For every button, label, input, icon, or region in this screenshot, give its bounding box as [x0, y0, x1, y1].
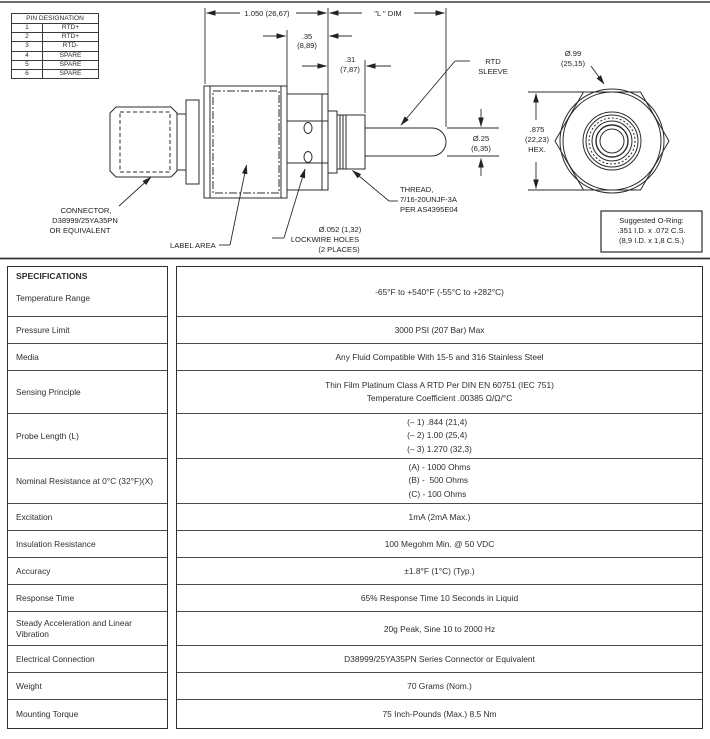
spec-value: -65°F to +540°F (-55°C to +282°C): [375, 286, 504, 297]
dim-25-text: Ø.25: [472, 134, 490, 143]
spec-values-column: [176, 266, 703, 729]
oring-note-2: .351 I.D. x .072 C.S.: [617, 226, 686, 235]
dim-35-mm-text: (8,89): [297, 41, 317, 50]
spec-value: Thin Film Platinum Class A RTD Per DIN EN 60751 (IEC 751) Temperature Coefficient .00385 Ω/Ω/°C: [325, 379, 554, 403]
dim-99-text: Ø.99: [564, 49, 582, 58]
lockwire-label-2: LOCKWIRE HOLES: [290, 235, 360, 244]
spec-value: ±1.8°F (1°C) (Typ.): [404, 566, 475, 576]
spec-row-value: [177, 531, 702, 558]
connector-label-3: OR EQUIVALENT: [49, 226, 111, 235]
spec-row-value: [177, 414, 702, 459]
pin-number: 3: [12, 42, 43, 50]
spec-row-value: [177, 504, 702, 531]
label-area-label: LABEL AREA: [170, 241, 216, 250]
rtd-sleeve-label-2: SLEEVE: [478, 67, 508, 76]
drawing-canvas: [0, 0, 710, 262]
thread-label-1: THREAD,: [400, 185, 434, 194]
spec-label: Probe Length (L): [16, 431, 79, 441]
lockwire-hole-upper: [304, 123, 312, 134]
pin-number: 2: [12, 33, 43, 41]
spec-table-title: SPECIFICATIONS: [16, 271, 88, 281]
connector-label-1: CONNECTOR,: [60, 206, 112, 215]
dim-35-text: .35: [301, 32, 313, 41]
spec-row-value: [177, 267, 702, 317]
pin-signal: RTD-: [62, 42, 79, 50]
spec-label: Weight: [16, 681, 42, 691]
spec-row-label: [8, 414, 167, 459]
spec-row-value: [177, 459, 702, 504]
spec-row-label: [8, 371, 167, 414]
pin-table-title: PIN DESIGNATION: [12, 14, 98, 24]
pin-signal: RTD+: [61, 33, 80, 41]
spec-row-value: [177, 585, 702, 612]
spec-row-value: [177, 344, 702, 371]
pin-row: [12, 69, 98, 78]
spec-row-label: [8, 700, 167, 728]
thread-label-2: 7/16-20UNJF-3A: [400, 195, 457, 204]
pin-row: [12, 60, 98, 69]
spec-label: Response Time: [16, 593, 75, 603]
probe-sleeve: [365, 128, 446, 156]
spec-row-label: [8, 646, 167, 673]
spec-label: Nominal Resistance at 0°C (32°F)(X): [16, 476, 154, 486]
spec-value: (A) - 1000 Ohms (B) - 500 Ohms (C) - 100 Ohms: [408, 462, 471, 499]
spec-row-value: [177, 673, 702, 700]
pin-signal: SPARE: [59, 60, 82, 68]
lockwire-label-1: Ø.052 (1,32): [318, 225, 362, 234]
leader-connector: [119, 177, 151, 206]
spec-row-label: [8, 459, 167, 504]
technical-drawing: [0, 0, 710, 262]
spec-row-value: [177, 700, 702, 728]
spec-label: Mounting Torque: [16, 709, 79, 719]
spec-row-label: [8, 504, 167, 531]
label-area-outline: [213, 91, 279, 193]
pin-number: 5: [12, 61, 43, 69]
spec-row-value: [177, 612, 702, 646]
pin-row: [12, 41, 98, 50]
spec-row-label: [8, 344, 167, 371]
leader-d99: [591, 66, 604, 84]
connector-shell: [110, 107, 177, 177]
spec-row-value: [177, 317, 702, 344]
dim-31-mm-text: (7,87): [340, 65, 360, 74]
connector-label-2: D38999/25YA35PN: [52, 216, 118, 225]
spec-label: Media: [16, 352, 39, 362]
pin-designation-table: [11, 13, 99, 79]
dim-31-text: .31: [344, 55, 356, 64]
spec-value: D38999/25YA35PN Series Connector or Equivalent: [344, 654, 535, 664]
pin-signal: SPARE: [59, 51, 82, 59]
spec-row-label: [8, 673, 167, 700]
spec-row-value: [177, 558, 702, 585]
oring-note-3: (8,9 I.D. x 1,8 C.S.): [619, 236, 684, 245]
spec-label: Pressure Limit: [16, 325, 70, 335]
spec-label: Temperature Range: [16, 293, 91, 303]
dim-875-hex-text: HEX.: [528, 145, 546, 154]
oring-note-box: [601, 211, 702, 252]
pin-row: [12, 24, 98, 32]
spec-row-label: [8, 585, 167, 612]
spec-value: 3000 PSI (207 Bar) Max: [394, 325, 485, 335]
spec-row-value: [177, 371, 702, 414]
pin-signal: RTD+: [61, 24, 80, 31]
pin-number: 1: [12, 24, 43, 32]
spec-label: Sensing Principle: [16, 387, 81, 397]
spec-label: Accuracy: [16, 566, 51, 576]
spec-row-value: [177, 646, 702, 673]
spec-value: 1mA (2mA Max.): [408, 512, 471, 522]
body-housing: [204, 86, 287, 198]
leader-rtd-sleeve: [401, 61, 470, 125]
spec-value: 65% Response Time 10 Seconds in Liquid: [360, 593, 519, 603]
spec-value: 75 Inch-Pounds (Max.) 8.5 Nm: [382, 709, 497, 719]
dim-25-mm-text: (6,35): [471, 144, 491, 153]
leader-label-area: [219, 165, 247, 245]
spec-row-label: [8, 531, 167, 558]
spec-label: Excitation: [16, 512, 53, 522]
thread-label-3: PER AS4395E04: [400, 205, 458, 214]
hex-outline: [555, 92, 669, 190]
spec-label: Steady Acceleration and Linear Vibration: [16, 617, 132, 639]
pin-row: [12, 51, 98, 60]
lockwire-hole-lower: [304, 152, 312, 163]
probe-side-view: [110, 86, 446, 198]
leader-thread: [353, 171, 399, 202]
thread-step: [328, 111, 337, 173]
spec-value: 100 Megohm Min. @ 50 VDC: [384, 539, 495, 549]
spec-value: Any Fluid Compatible With 15-5 and 316 Stainless Steel: [335, 352, 544, 362]
spec-row-label: [8, 612, 167, 646]
spec-label: Electrical Connection: [16, 654, 95, 664]
dim-L-text: "L " DIM: [374, 9, 402, 18]
dim-875-text: .875: [529, 125, 545, 134]
rtd-sleeve-label-1: RTD: [485, 57, 501, 66]
connector-ring-small: [177, 114, 186, 170]
dim-99-mm-text: (25,15): [560, 59, 586, 68]
thread-section: [337, 115, 365, 169]
spec-value: (– 1) .844 (21,4) (– 2) 1.00 (25,4) (– 3) 1.270 (32,3): [407, 417, 472, 454]
leader-lockwire: [272, 169, 305, 238]
spec-label: Insulation Resistance: [16, 539, 96, 549]
hex-section: [287, 94, 328, 190]
spec-labels-column: [7, 266, 168, 729]
spec-value: 20g Peak, Sine 10 to 2000 Hz: [383, 623, 496, 634]
spec-row-label: [8, 267, 167, 317]
spec-row-label: [8, 317, 167, 344]
pin-row: [12, 32, 98, 41]
spec-row-label: [8, 558, 167, 585]
probe-end-view: [555, 89, 669, 193]
dim-875-mm-text: (22,23): [524, 135, 550, 144]
spec-value: 70 Grams (Nom.): [407, 681, 472, 691]
pin-signal: SPARE: [59, 69, 82, 77]
dim-1050-text: 1.050 (26,67): [244, 9, 290, 18]
pin-number: 6: [12, 70, 43, 78]
lockwire-label-3: (2 PLACES): [318, 245, 360, 254]
chamfer-circle: [563, 92, 661, 190]
oring-note-1: Suggested O-Ring:: [619, 216, 684, 225]
connector-ring-large: [186, 100, 199, 184]
pin-number: 4: [12, 52, 43, 60]
